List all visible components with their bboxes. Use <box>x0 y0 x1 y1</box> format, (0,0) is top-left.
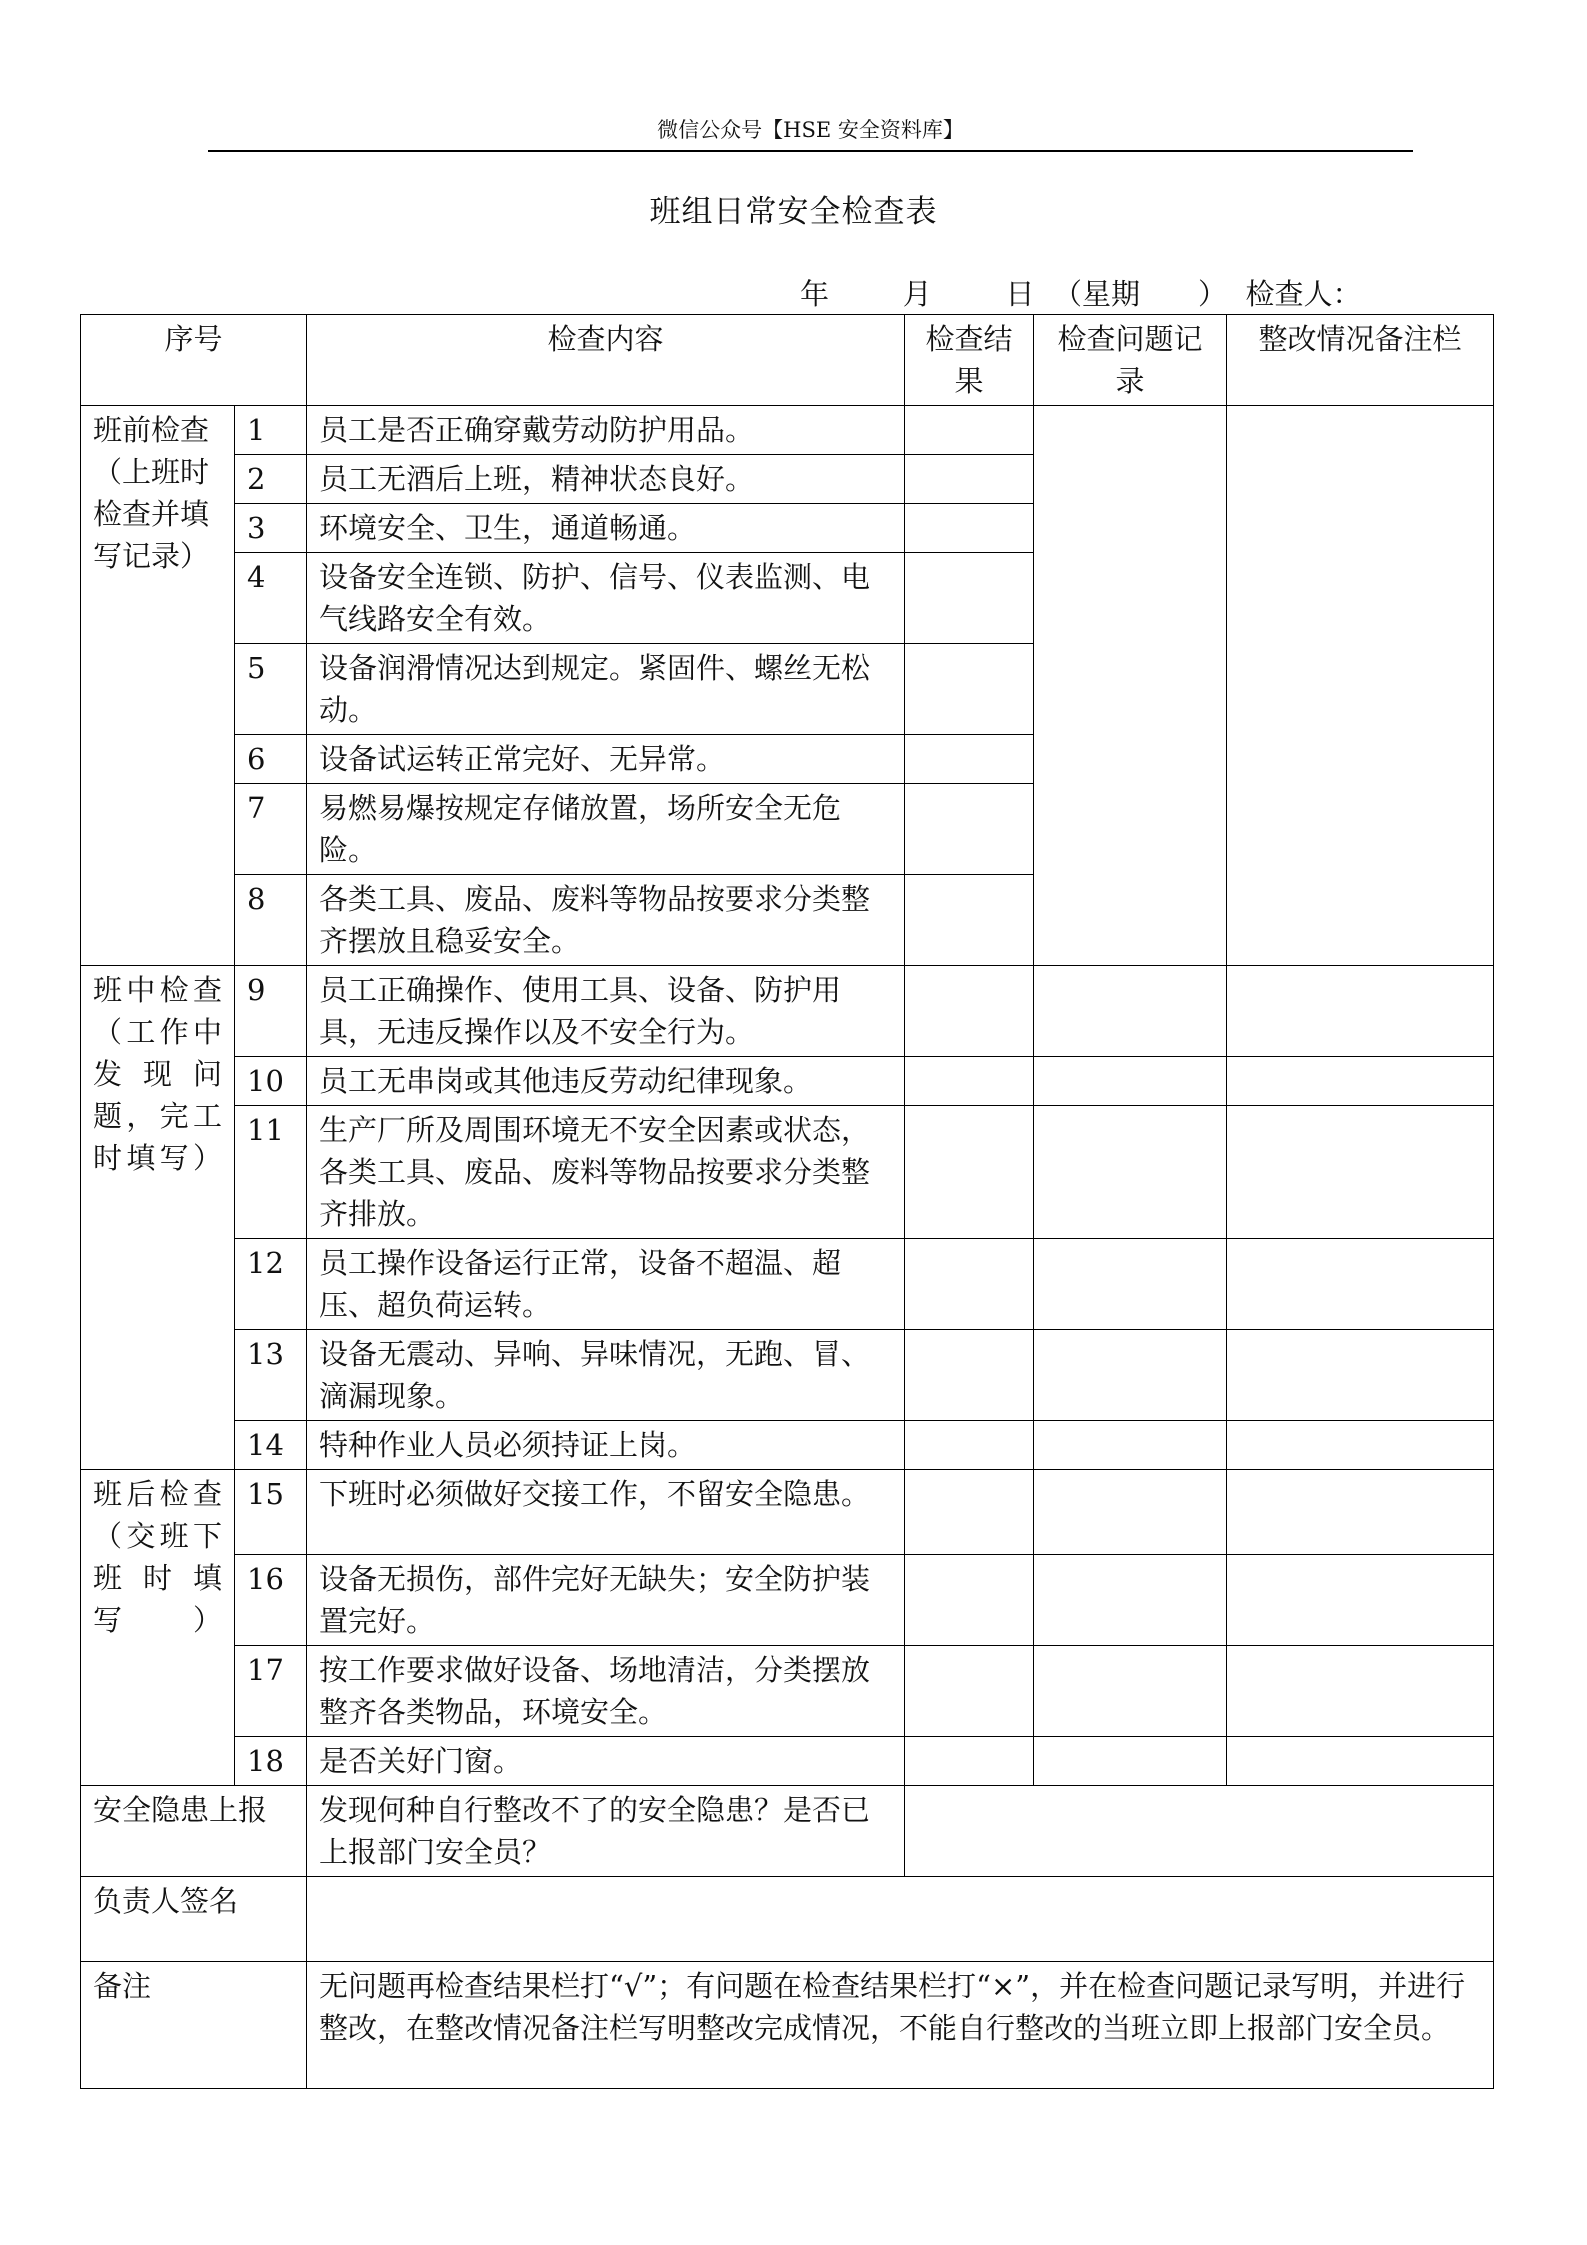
rectify-cell[interactable] <box>1227 1239 1494 1330</box>
item-no: 4 <box>235 553 307 644</box>
item-content: 设备安全连锁、防护、信号、仪表监测、电气线路安全有效。 <box>307 553 905 644</box>
item-no: 5 <box>235 644 307 735</box>
item-content: 环境安全、卫生，通道畅通。 <box>307 504 905 553</box>
result-cell[interactable] <box>905 644 1034 735</box>
item-content: 下班时必须做好交接工作，不留安全隐患。 <box>307 1470 905 1555</box>
result-header: 检查结果 <box>905 315 1034 406</box>
result-cell[interactable] <box>905 1421 1034 1470</box>
item-no: 8 <box>235 875 307 966</box>
rectify-cell[interactable] <box>1227 1421 1494 1470</box>
item-no: 9 <box>235 966 307 1057</box>
problem-cell[interactable] <box>1034 1239 1227 1330</box>
date-inspector-line <box>800 272 1361 313</box>
hazard-report-text: 发现何种自行整改不了的安全隐患？是否已上报部门安全员？ <box>307 1786 905 1877</box>
item-content: 生产厂所及周围环境无不安全因素或状态，各类工具、废品、废料等物品按要求分类整齐排放。 <box>307 1106 905 1239</box>
rectify-cell[interactable] <box>1227 966 1494 1057</box>
source-header: 微信公众号【HSE 安全资料库】 <box>208 110 1413 152</box>
item-content: 易燃易爆按规定存储放置，场所安全无危险。 <box>307 784 905 875</box>
rectify-cell[interactable] <box>1227 1057 1494 1106</box>
item-content: 员工正确操作、使用工具、设备、防护用具，无违反操作以及不安全行为。 <box>307 966 905 1057</box>
item-no: 16 <box>235 1555 307 1646</box>
result-cell[interactable] <box>905 784 1034 875</box>
day-label: 日 <box>1005 277 1035 311</box>
result-cell[interactable] <box>905 1330 1034 1421</box>
result-cell[interactable] <box>905 1646 1034 1737</box>
page-title: 班组日常安全检查表 <box>649 194 938 230</box>
item-content: 员工无串岗或其他违反劳动纪律现象。 <box>307 1057 905 1106</box>
problem-cell[interactable] <box>1034 1470 1227 1555</box>
problem-header: 检查问题记录 <box>1034 315 1227 406</box>
item-content: 设备试运转正常完好、无异常。 <box>307 735 905 784</box>
result-cell[interactable] <box>905 735 1034 784</box>
seq-header: 序号 <box>81 315 307 406</box>
item-no: 15 <box>235 1470 307 1555</box>
problem-cell[interactable] <box>1034 1421 1227 1470</box>
problem-cell[interactable] <box>1034 966 1227 1057</box>
result-cell[interactable] <box>905 504 1034 553</box>
item-content: 员工无酒后上班，精神状态良好。 <box>307 455 905 504</box>
inspector-label: 检查人： <box>1245 277 1362 311</box>
problem-cell[interactable] <box>1034 1330 1227 1421</box>
month-label: 月 <box>902 277 932 311</box>
rectify-cell[interactable] <box>1227 1737 1494 1786</box>
problem-cell[interactable] <box>1034 1737 1227 1786</box>
signature-field[interactable] <box>307 1877 1494 1962</box>
problem-cell[interactable] <box>1034 1106 1227 1239</box>
result-cell[interactable] <box>905 966 1034 1057</box>
group-post-shift-label: 班后检查（交班下班时填写） <box>81 1470 235 1786</box>
item-no: 1 <box>235 406 307 455</box>
problem-cell-pre-shift[interactable] <box>1034 406 1227 966</box>
item-no: 14 <box>235 1421 307 1470</box>
signature-label: 负责人签名 <box>81 1877 307 1962</box>
item-no: 3 <box>235 504 307 553</box>
item-no: 11 <box>235 1106 307 1239</box>
item-content: 特种作业人员必须持证上岗。 <box>307 1421 905 1470</box>
item-no: 18 <box>235 1737 307 1786</box>
item-content: 各类工具、废品、废料等物品按要求分类整齐摆放且稳妥安全。 <box>307 875 905 966</box>
result-cell[interactable] <box>905 1737 1034 1786</box>
content-header: 检查内容 <box>307 315 905 406</box>
rectify-cell[interactable] <box>1227 1646 1494 1737</box>
item-no: 17 <box>235 1646 307 1737</box>
rectify-header: 整改情况备注栏 <box>1227 315 1494 406</box>
item-content: 设备润滑情况达到规定。紧固件、螺丝无松动。 <box>307 644 905 735</box>
result-cell[interactable] <box>905 1239 1034 1330</box>
result-cell[interactable] <box>905 1470 1034 1555</box>
problem-cell[interactable] <box>1034 1555 1227 1646</box>
item-content: 是否关好门窗。 <box>307 1737 905 1786</box>
item-content: 设备无震动、异响、异味情况，无跑、冒、滴漏现象。 <box>307 1330 905 1421</box>
year-label: 年 <box>800 277 830 311</box>
item-no: 7 <box>235 784 307 875</box>
rectify-cell[interactable] <box>1227 1555 1494 1646</box>
problem-cell[interactable] <box>1034 1646 1227 1737</box>
inspection-table <box>80 314 1494 2089</box>
item-content: 员工操作设备运行正常，设备不超温、超压、超负荷运转。 <box>307 1239 905 1330</box>
problem-cell[interactable] <box>1034 1057 1227 1106</box>
result-cell[interactable] <box>905 1057 1034 1106</box>
result-cell[interactable] <box>905 1555 1034 1646</box>
result-cell[interactable] <box>905 455 1034 504</box>
result-cell[interactable] <box>905 1106 1034 1239</box>
weekday-label: （星期 ） <box>1052 277 1227 311</box>
result-cell[interactable] <box>905 553 1034 644</box>
item-content: 按工作要求做好设备、场地清洁，分类摆放整齐各类物品，环境安全。 <box>307 1646 905 1737</box>
item-no: 12 <box>235 1239 307 1330</box>
item-no: 13 <box>235 1330 307 1421</box>
item-content: 员工是否正确穿戴劳动防护用品。 <box>307 406 905 455</box>
item-no: 2 <box>235 455 307 504</box>
item-no: 10 <box>235 1057 307 1106</box>
group-pre-shift-label: 班前检查（上班时检查并填写记录） <box>81 406 235 966</box>
remark-label: 备注 <box>81 1962 307 2089</box>
hazard-report-cell[interactable] <box>905 1786 1494 1877</box>
item-no: 6 <box>235 735 307 784</box>
rectify-cell[interactable] <box>1227 1330 1494 1421</box>
result-cell[interactable] <box>905 875 1034 966</box>
rectify-cell-pre-shift[interactable] <box>1227 406 1494 966</box>
result-cell[interactable] <box>905 406 1034 455</box>
rectify-cell[interactable] <box>1227 1470 1494 1555</box>
rectify-cell[interactable] <box>1227 1106 1494 1239</box>
group-mid-shift-label: 班中检查（工作中发现问题，完工时填写） <box>81 966 235 1470</box>
item-content: 设备无损伤，部件完好无缺失；安全防护装置完好。 <box>307 1555 905 1646</box>
remark-text: 无问题再检查结果栏打“√”；有问题在检查结果栏打“×”，并在检查问题记录写明，并进行整改，在整改情况备注栏写明整改完成情况，不能自行整改的当班立即上报部门安全员。 <box>307 1962 1494 2089</box>
hazard-report-label: 安全隐患上报 <box>81 1786 307 1877</box>
